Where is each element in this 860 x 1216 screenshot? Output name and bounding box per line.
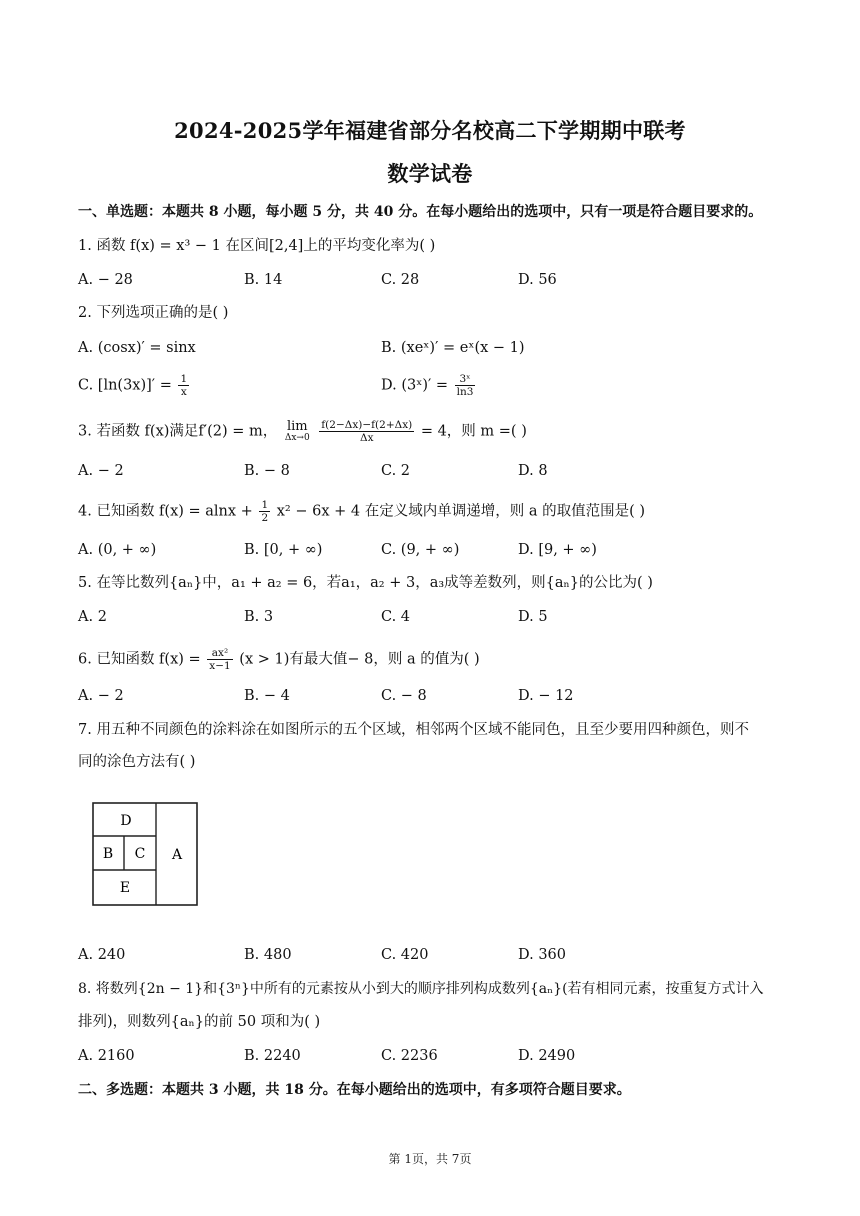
question-5-option-a: A. 2 [78, 609, 107, 625]
question-6-text-pre: 6. 已知函数 f(x) = [78, 651, 201, 668]
question-3-option-b: B. − 8 [244, 463, 290, 479]
question-6-text-post: (x > 1)有最大值− 8，则 a 的值为( ) [239, 651, 480, 668]
section-heading-multiple-choice: 二、多选题：本题共 3 小题，共 18 分。在每小题给出的选项中，有多项符合题目要求。 [78, 1082, 631, 1098]
fraction-numerator: 1 [261, 499, 269, 511]
question-8-option-c: C. 2236 [381, 1048, 438, 1064]
question-4-option-b: B. [0, + ∞) [244, 542, 323, 558]
question-5-option-b: B. 3 [244, 609, 274, 625]
question-4-text-post: x² − 6x + 4 在定义域内单调递增，则 a 的取值范围是( ) [276, 503, 645, 520]
question-3-text-pre: 3. 若函数 f(x)满足f′(2) = m， [78, 423, 278, 440]
question-8-option-d: D. 2490 [518, 1048, 576, 1064]
exam-subtitle: 数学试卷 [387, 161, 473, 186]
question-2-option-b: B. (xeˣ)′ = eˣ(x − 1) [381, 340, 525, 356]
question-2-stem: 2. 下列选项正确的是( ) [78, 305, 229, 321]
question-3-option-a: A. − 2 [78, 463, 124, 479]
fraction-denominator: x [180, 386, 187, 398]
section-heading-single-choice: 一、单选题：本题共 8 小题，每小题 5 分，共 40 分。在每小题给出的选项中，只有一项是符合题目要求的。 [78, 204, 763, 220]
question-7-option-c: C. 420 [381, 947, 429, 963]
question-3-text-post: = 4，则 m =( ) [420, 423, 527, 440]
question-2-option-d-text: D. (3ˣ)′ = [381, 377, 449, 394]
question-6-option-d: D. − 12 [518, 688, 574, 704]
question-6-stem [78, 647, 798, 672]
region-label-c: C [134, 846, 146, 862]
question-6-fraction [207, 647, 232, 672]
question-6-option-b: B. − 4 [244, 688, 290, 704]
question-2-option-c-text: C. [ln(3x)]′ = [78, 377, 172, 394]
question-4-text-pre: 4. 已知函数 f(x) = alnx + [78, 503, 253, 520]
question-7-option-b: B. 480 [244, 947, 292, 963]
question-3-option-d: D. 8 [518, 463, 548, 479]
question-4-option-c: C. (9, + ∞) [381, 542, 460, 558]
question-1-option-a: A. − 28 [78, 272, 133, 288]
question-4-fraction [259, 499, 270, 524]
limit-symbol: lim [286, 419, 308, 434]
region-label-d: D [120, 813, 132, 829]
question-1-stem: 1. 函数 f(x) = x³ − 1 在区间[2,4]上的平均变化率为( ) [78, 238, 436, 254]
region-label-e: E [119, 880, 131, 896]
question-4-option-a: A. (0, + ∞) [78, 542, 157, 558]
question-5-option-c: C. 4 [381, 609, 411, 625]
fraction-denominator: Δx [360, 432, 374, 444]
fraction-denominator: x−1 [209, 660, 231, 672]
question-7-stem-line-1: 7. 用五种不同颜色的涂料涂在如图所示的五个区域，相邻两个区域不能同色，且至少要用四种颜色，则不 [78, 722, 749, 738]
question-7-stem-line-2: 同的涂色方法有( ) [78, 754, 196, 770]
question-2-option-c-fraction [178, 373, 189, 398]
page-footer: 第 1页，共 7页 [388, 1152, 472, 1166]
question-5-stem: 5. 在等比数列{aₙ}中，a₁ + a₂ = 6，若a₁，a₂ + 3，a₃成等差数列，则{aₙ}的公比为( ) [78, 575, 653, 591]
question-7-option-d: D. 360 [518, 947, 567, 963]
question-1-option-d: D. 56 [518, 272, 557, 288]
region-label-a: A [171, 847, 183, 863]
question-8-stem-line-1: 8. 将数列{2n − 1}和{3ⁿ}中所有的元素按从小到大的顺序排列构成数列{aₙ}(若有相同元素，按重复方式计入 [78, 981, 764, 997]
fraction-numerator: 3ˣ [455, 373, 476, 386]
fraction-denominator: ln3 [456, 386, 474, 398]
question-3-fraction [319, 419, 414, 444]
question-6-option-a: A. − 2 [78, 688, 124, 704]
question-8-option-a: A. 2160 [78, 1048, 135, 1064]
question-3-stem [78, 419, 798, 444]
question-8-option-b: B. 2240 [244, 1048, 301, 1064]
question-1-option-c: C. 28 [381, 272, 420, 288]
question-3-option-c: C. 2 [381, 463, 411, 479]
fraction-numerator: f(2−Δx)−f(2+Δx) [321, 419, 413, 431]
question-5-option-d: D. 5 [518, 609, 548, 625]
question-2-option-d [381, 373, 477, 398]
fraction-denominator: 2 [261, 512, 269, 524]
limit-subscript: Δx→0 [284, 433, 310, 443]
question-1-option-b: B. 14 [244, 272, 283, 288]
question-8-stem-line-2: 排列)，则数列{aₙ}的前 50 项和为( ) [78, 1014, 321, 1030]
question-7-option-a: A. 240 [78, 947, 126, 963]
fraction-numerator: ax² [207, 647, 232, 660]
limit-expression [285, 420, 310, 443]
question-2-option-d-fraction [455, 373, 476, 398]
question-4-stem [78, 499, 798, 524]
question-6-option-c: C. − 8 [381, 688, 427, 704]
region-label-b: B [102, 846, 114, 862]
exam-title: 2024-2025学年福建省部分名校高二下学期期中联考 [174, 118, 686, 143]
question-2-option-a: A. (cosx)′ = sinx [78, 340, 196, 356]
question-2-option-c [78, 373, 191, 398]
question-4-option-d: D. [9, + ∞) [518, 542, 597, 558]
region-coloring-figure [92, 802, 198, 906]
fraction-numerator: 1 [180, 373, 188, 385]
